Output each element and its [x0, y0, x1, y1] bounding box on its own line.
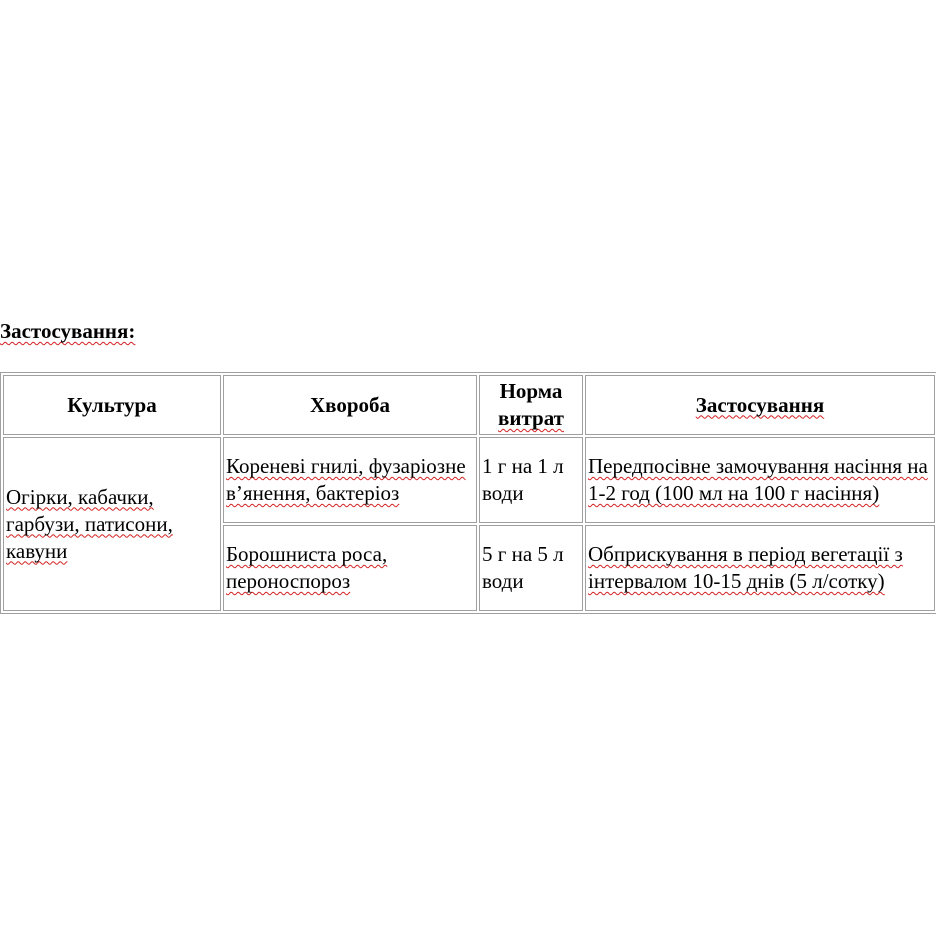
rate-text: 5 г на 5 л води [482, 542, 564, 593]
section-heading: Застосування: [0, 319, 136, 343]
header-application [585, 375, 935, 435]
disease-cell [223, 525, 477, 611]
application-cell [585, 525, 935, 611]
application-table [0, 372, 936, 614]
culture-cell [3, 437, 221, 611]
header-culture-label: Культура [67, 392, 157, 417]
application-text: Обприскування в період вегетації з інтервалом 10-15 днів (5 л/сотку) [588, 542, 903, 593]
header-rate-label-line1: Норма [499, 379, 563, 403]
application-text: Передпосівне замочування насіння на 1-2 год (100 мл на 100 г насіння) [588, 454, 928, 505]
disease-text: Борошниста роса, пероноспороз [226, 542, 388, 593]
rate-text: 1 г на 1 л води [482, 454, 564, 505]
header-application-label: Застосування [695, 392, 825, 417]
application-cell [585, 437, 935, 523]
disease-text: Кореневі гнилі, фузаріозне в’янення, бактеріоз [226, 454, 466, 505]
table-row [3, 437, 935, 523]
header-rate-label-line2: витрат [498, 406, 564, 430]
header-rate [479, 375, 583, 435]
culture-text: Огірки, кабачки, гарбузи, патисони, кавуни [6, 484, 173, 563]
table-header-row [3, 375, 935, 435]
rate-cell [479, 437, 583, 523]
header-culture [3, 375, 221, 435]
disease-cell [223, 437, 477, 523]
header-disease-label: Хвороба [309, 392, 391, 417]
rate-cell [479, 525, 583, 611]
header-disease [223, 375, 477, 435]
